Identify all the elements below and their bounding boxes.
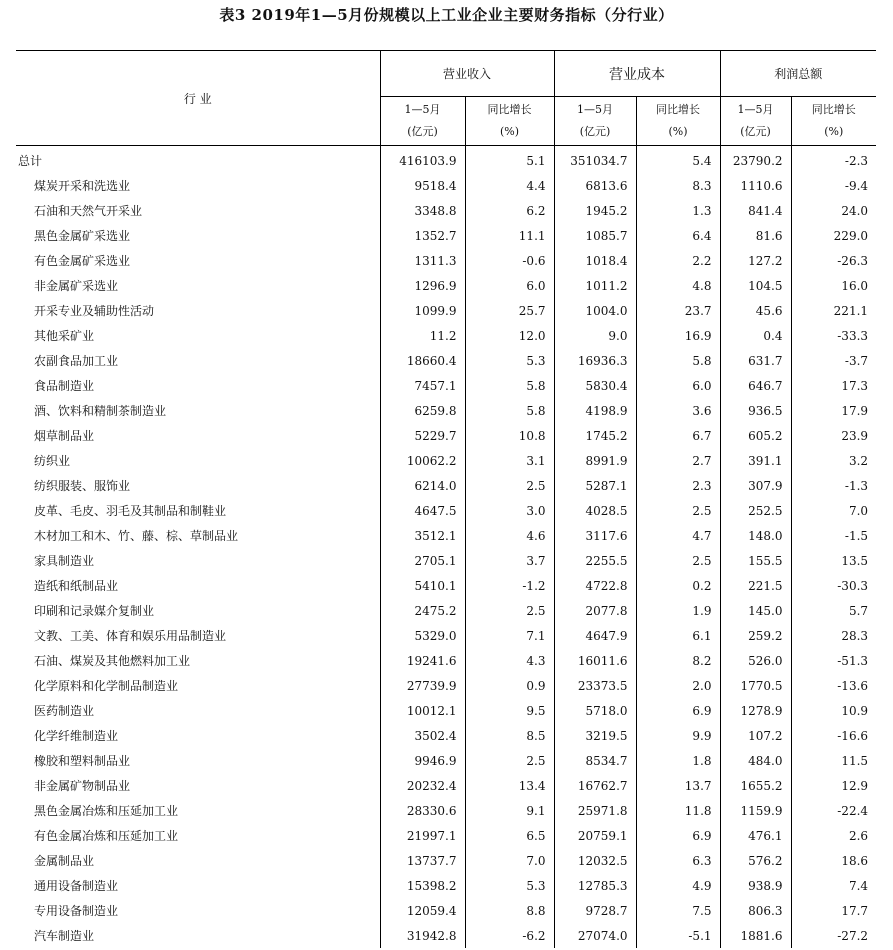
cost-ytd-cell: 1085.7 (554, 223, 636, 248)
revenue-period-header: 1—5月 (亿元) (380, 97, 465, 146)
profit-growth-cell: 13.5 (791, 548, 876, 573)
profit-growth-cell: 11.5 (791, 748, 876, 773)
industry-name-cell: 其他采矿业 (34, 329, 95, 343)
revenue-growth-cell: 4.4 (465, 173, 554, 198)
industry-name-cell: 汽车制造业 (34, 929, 95, 943)
cost-growth-cell: 23.7 (636, 298, 720, 323)
cost-ytd-cell: 23373.5 (554, 673, 636, 698)
cost-growth-cell: 6.7 (636, 423, 720, 448)
revenue-growth-cell: 25.7 (465, 298, 554, 323)
table-row (16, 673, 876, 698)
profit-growth-cell: 28.3 (791, 623, 876, 648)
revenue-ytd-cell: 1311.3 (380, 248, 465, 273)
revenue-ytd-cell: 2475.2 (380, 598, 465, 623)
profit-growth-cell: 23.9 (791, 423, 876, 448)
revenue-ytd-cell: 4647.5 (380, 498, 465, 523)
industry-name-cell: 烟草制品业 (34, 429, 95, 443)
profit-ytd-cell: 1881.6 (720, 923, 791, 948)
cost-ytd-cell: 9.0 (554, 323, 636, 348)
industry-name-cell: 纺织业 (34, 454, 71, 468)
profit-ytd-cell: 1770.5 (720, 673, 791, 698)
profit-growth-cell: -30.3 (791, 573, 876, 598)
industry-name-cell: 黑色金属矿采选业 (34, 229, 131, 243)
cost-growth-cell: 7.5 (636, 898, 720, 923)
revenue-growth-cell: -0.6 (465, 248, 554, 273)
industry-name-cell: 黑色金属冶炼和压延加工业 (34, 804, 179, 818)
profit-growth-cell: 229.0 (791, 223, 876, 248)
revenue-growth-cell: 10.8 (465, 423, 554, 448)
revenue-growth-cell: 3.0 (465, 498, 554, 523)
table-row (16, 298, 876, 323)
cost-growth-cell: 13.7 (636, 773, 720, 798)
cost-growth-cell: 16.9 (636, 323, 720, 348)
table-row (16, 198, 876, 223)
revenue-growth-cell: 6.2 (465, 198, 554, 223)
cost-ytd-cell: 2077.8 (554, 598, 636, 623)
revenue-ytd-cell: 1099.9 (380, 298, 465, 323)
industry-name-cell: 化学纤维制造业 (34, 729, 119, 743)
profit-ytd-cell: 23790.2 (720, 146, 791, 174)
profit-growth-cell: 16.0 (791, 273, 876, 298)
cost-ytd-cell: 16011.6 (554, 648, 636, 673)
industry-name-cell: 木材加工和木、竹、藤、棕、草制品业 (34, 529, 239, 543)
table-row (16, 473, 876, 498)
revenue-ytd-cell: 7457.1 (380, 373, 465, 398)
revenue-growth-cell: 3.1 (465, 448, 554, 473)
table-row (16, 398, 876, 423)
revenue-ytd-cell: 9518.4 (380, 173, 465, 198)
table-row (16, 623, 876, 648)
revenue-ytd-cell: 21997.1 (380, 823, 465, 848)
profit-ytd-cell: 938.9 (720, 873, 791, 898)
revenue-growth-cell: -1.2 (465, 573, 554, 598)
revenue-growth-cell: 4.6 (465, 523, 554, 548)
table-row (16, 548, 876, 573)
revenue-ytd-cell: 28330.6 (380, 798, 465, 823)
profit-ytd-cell: 1655.2 (720, 773, 791, 798)
revenue-ytd-cell: 18660.4 (380, 348, 465, 373)
industry-name-cell: 煤炭开采和洗选业 (34, 179, 131, 193)
revenue-growth-cell: 2.5 (465, 598, 554, 623)
profit-ytd-cell: 221.5 (720, 573, 791, 598)
profit-growth-cell: -13.6 (791, 673, 876, 698)
profit-growth-cell: 7.0 (791, 498, 876, 523)
table-title: 表3 2019年1—5月份规模以上工业企业主要财务指标（分行业） (219, 6, 674, 24)
cost-ytd-cell: 4198.9 (554, 398, 636, 423)
table-row (16, 898, 876, 923)
revenue-growth-cell: 7.0 (465, 848, 554, 873)
profit-growth-cell: -3.7 (791, 348, 876, 373)
profit-growth-cell: 5.7 (791, 598, 876, 623)
profit-ytd-cell: 307.9 (720, 473, 791, 498)
revenue-growth-cell: 4.3 (465, 648, 554, 673)
profit-ytd-cell: 631.7 (720, 348, 791, 373)
profit-ytd-cell: 484.0 (720, 748, 791, 773)
table-row (16, 448, 876, 473)
cost-growth-cell: 2.5 (636, 498, 720, 523)
profit-ytd-cell: 148.0 (720, 523, 791, 548)
profit-header: 利润总额 (720, 51, 876, 97)
cost-growth-cell: 0.2 (636, 573, 720, 598)
cost-ytd-cell: 1011.2 (554, 273, 636, 298)
industry-name-cell: 印刷和记录媒介复制业 (34, 604, 155, 618)
revenue-growth-cell: 5.8 (465, 398, 554, 423)
profit-ytd-cell: 806.3 (720, 898, 791, 923)
cost-ytd-cell: 27074.0 (554, 923, 636, 948)
profit-ytd-cell: 576.2 (720, 848, 791, 873)
cost-growth-cell: 1.8 (636, 748, 720, 773)
profit-growth-cell: -26.3 (791, 248, 876, 273)
cost-growth-cell: 4.8 (636, 273, 720, 298)
profit-ytd-cell: 155.5 (720, 548, 791, 573)
revenue-ytd-cell: 31942.8 (380, 923, 465, 948)
table-row (16, 146, 876, 174)
revenue-growth-cell: 6.0 (465, 273, 554, 298)
profit-growth-cell: -33.3 (791, 323, 876, 348)
table-row (16, 873, 876, 898)
profit-ytd-cell: 841.4 (720, 198, 791, 223)
cost-ytd-cell: 9728.7 (554, 898, 636, 923)
revenue-growth-cell: 11.1 (465, 223, 554, 248)
cost-ytd-cell: 1945.2 (554, 198, 636, 223)
profit-ytd-cell: 107.2 (720, 723, 791, 748)
cost-growth-cell: 5.8 (636, 348, 720, 373)
cost-ytd-cell: 5830.4 (554, 373, 636, 398)
cost-growth-cell: 6.9 (636, 698, 720, 723)
revenue-growth-cell: 9.5 (465, 698, 554, 723)
revenue-ytd-cell: 5329.0 (380, 623, 465, 648)
industry-name-cell: 非金属矿采选业 (34, 279, 119, 293)
profit-ytd-cell: 391.1 (720, 448, 791, 473)
industry-name-cell: 石油、煤炭及其他燃料加工业 (34, 654, 191, 668)
revenue-growth-cell: 0.9 (465, 673, 554, 698)
cost-ytd-cell: 351034.7 (554, 146, 636, 174)
revenue-ytd-cell: 5410.1 (380, 573, 465, 598)
industry-name-cell: 金属制品业 (34, 854, 95, 868)
cost-ytd-cell: 12032.5 (554, 848, 636, 873)
revenue-ytd-cell: 2705.1 (380, 548, 465, 573)
table-row (16, 373, 876, 398)
cost-growth-cell: 2.0 (636, 673, 720, 698)
cost-ytd-cell: 3219.5 (554, 723, 636, 748)
profit-growth-cell: 18.6 (791, 848, 876, 873)
table-row (16, 648, 876, 673)
revenue-ytd-cell: 12059.4 (380, 898, 465, 923)
table-row (16, 498, 876, 523)
cost-ytd-cell: 25971.8 (554, 798, 636, 823)
revenue-ytd-cell: 11.2 (380, 323, 465, 348)
table-row (16, 598, 876, 623)
profit-growth-cell: 221.1 (791, 298, 876, 323)
industry-name-cell: 农副食品加工业 (34, 354, 119, 368)
revenue-growth-cell: 9.1 (465, 798, 554, 823)
table-row (16, 273, 876, 298)
cost-ytd-cell: 8534.7 (554, 748, 636, 773)
revenue-header: 营业收入 (380, 51, 554, 97)
revenue-growth-cell: 2.5 (465, 473, 554, 498)
cost-growth-cell: 9.9 (636, 723, 720, 748)
revenue-ytd-cell: 19241.6 (380, 648, 465, 673)
cost-ytd-cell: 5718.0 (554, 698, 636, 723)
profit-ytd-cell: 145.0 (720, 598, 791, 623)
revenue-ytd-cell: 13737.7 (380, 848, 465, 873)
table-row (16, 573, 876, 598)
cost-ytd-cell: 4722.8 (554, 573, 636, 598)
industry-name-cell: 非金属矿物制品业 (34, 779, 131, 793)
table-row (16, 723, 876, 748)
profit-ytd-cell: 127.2 (720, 248, 791, 273)
cost-growth-cell: 6.1 (636, 623, 720, 648)
profit-growth-cell: -27.2 (791, 923, 876, 948)
cost-growth-cell: 8.2 (636, 648, 720, 673)
table-row (16, 698, 876, 723)
revenue-growth-header: 同比增长 (%) (465, 97, 554, 146)
revenue-growth-cell: 5.8 (465, 373, 554, 398)
table-row (16, 173, 876, 198)
cost-growth-cell: 2.7 (636, 448, 720, 473)
profit-growth-cell: 3.2 (791, 448, 876, 473)
cost-header: 营业成本 (554, 51, 720, 97)
industry-name-cell: 通用设备制造业 (34, 879, 119, 893)
cost-growth-cell: 2.2 (636, 248, 720, 273)
table-body (16, 146, 876, 949)
revenue-growth-cell: 3.7 (465, 548, 554, 573)
profit-growth-cell: -22.4 (791, 798, 876, 823)
cost-growth-cell: 6.9 (636, 823, 720, 848)
cost-ytd-cell: 8991.9 (554, 448, 636, 473)
cost-ytd-cell: 16936.3 (554, 348, 636, 373)
cost-ytd-cell: 16762.7 (554, 773, 636, 798)
table-row (16, 248, 876, 273)
cost-growth-cell: 4.9 (636, 873, 720, 898)
profit-ytd-cell: 104.5 (720, 273, 791, 298)
profit-ytd-cell: 259.2 (720, 623, 791, 648)
profit-growth-cell: 17.3 (791, 373, 876, 398)
profit-growth-cell: 7.4 (791, 873, 876, 898)
table-row (16, 823, 876, 848)
profit-ytd-cell: 45.6 (720, 298, 791, 323)
industry-name-cell: 有色金属冶炼和压延加工业 (34, 829, 179, 843)
industry-name-cell: 酒、饮料和精制茶制造业 (34, 404, 167, 418)
financial-indicators-table (16, 50, 876, 948)
cost-growth-cell: -5.1 (636, 923, 720, 948)
profit-growth-cell: 10.9 (791, 698, 876, 723)
cost-growth-cell: 6.4 (636, 223, 720, 248)
profit-ytd-cell: 1110.6 (720, 173, 791, 198)
revenue-growth-cell: 5.3 (465, 348, 554, 373)
profit-ytd-cell: 252.5 (720, 498, 791, 523)
revenue-growth-cell: 12.0 (465, 323, 554, 348)
profit-growth-cell: -2.3 (791, 146, 876, 174)
profit-ytd-cell: 1159.9 (720, 798, 791, 823)
profit-growth-cell: 17.7 (791, 898, 876, 923)
profit-ytd-cell: 0.4 (720, 323, 791, 348)
cost-growth-cell: 1.3 (636, 198, 720, 223)
profit-growth-cell: 2.6 (791, 823, 876, 848)
revenue-ytd-cell: 15398.2 (380, 873, 465, 898)
table-row (16, 748, 876, 773)
cost-period-header: 1—5月 (亿元) (554, 97, 636, 146)
revenue-ytd-cell: 5229.7 (380, 423, 465, 448)
revenue-growth-cell: 8.8 (465, 898, 554, 923)
revenue-ytd-cell: 10012.1 (380, 698, 465, 723)
profit-growth-cell: -1.3 (791, 473, 876, 498)
profit-ytd-cell: 1278.9 (720, 698, 791, 723)
industry-name-cell: 家具制造业 (34, 554, 95, 568)
cost-growth-cell: 11.8 (636, 798, 720, 823)
profit-ytd-cell: 646.7 (720, 373, 791, 398)
revenue-ytd-cell: 6214.0 (380, 473, 465, 498)
cost-growth-cell: 4.7 (636, 523, 720, 548)
industry-name-cell: 有色金属矿采选业 (34, 254, 131, 268)
table-row (16, 923, 876, 948)
cost-ytd-cell: 1004.0 (554, 298, 636, 323)
industry-name-cell: 化学原料和化学制品制造业 (34, 679, 179, 693)
industry-name-cell: 文教、工美、体育和娱乐用品制造业 (34, 629, 227, 643)
profit-growth-cell: -51.3 (791, 648, 876, 673)
industry-name-cell: 总计 (18, 154, 43, 168)
table-row (16, 523, 876, 548)
revenue-ytd-cell: 416103.9 (380, 146, 465, 174)
cost-growth-cell: 6.0 (636, 373, 720, 398)
revenue-ytd-cell: 10062.2 (380, 448, 465, 473)
industry-name-cell: 石油和天然气开采业 (34, 204, 143, 218)
profit-growth-header: 同比增长 (%) (791, 97, 876, 146)
industry-name-cell: 造纸和纸制品业 (34, 579, 119, 593)
revenue-growth-cell: 6.5 (465, 823, 554, 848)
cost-ytd-cell: 4647.9 (554, 623, 636, 648)
revenue-ytd-cell: 3512.1 (380, 523, 465, 548)
cost-ytd-cell: 20759.1 (554, 823, 636, 848)
cost-growth-header: 同比增长 (%) (636, 97, 720, 146)
profit-ytd-cell: 605.2 (720, 423, 791, 448)
industry-name-cell: 专用设备制造业 (34, 904, 119, 918)
revenue-ytd-cell: 3348.8 (380, 198, 465, 223)
cost-ytd-cell: 6813.6 (554, 173, 636, 198)
cost-ytd-cell: 2255.5 (554, 548, 636, 573)
profit-growth-cell: -16.6 (791, 723, 876, 748)
revenue-growth-cell: 8.5 (465, 723, 554, 748)
revenue-growth-cell: 2.5 (465, 748, 554, 773)
cost-growth-cell: 2.5 (636, 548, 720, 573)
table-row (16, 798, 876, 823)
industry-name-cell: 纺织服装、服饰业 (34, 479, 131, 493)
table-row (16, 773, 876, 798)
revenue-growth-cell: 5.1 (465, 146, 554, 174)
cost-growth-cell: 8.3 (636, 173, 720, 198)
table-row (16, 223, 876, 248)
revenue-ytd-cell: 6259.8 (380, 398, 465, 423)
revenue-ytd-cell: 9946.9 (380, 748, 465, 773)
table-row (16, 323, 876, 348)
industry-name-cell: 橡胶和塑料制品业 (34, 754, 131, 768)
cost-ytd-cell: 1018.4 (554, 248, 636, 273)
revenue-ytd-cell: 1296.9 (380, 273, 465, 298)
table-row (16, 848, 876, 873)
profit-ytd-cell: 81.6 (720, 223, 791, 248)
revenue-growth-cell: -6.2 (465, 923, 554, 948)
cost-growth-cell: 3.6 (636, 398, 720, 423)
industry-name-cell: 皮革、毛皮、羽毛及其制品和制鞋业 (34, 504, 227, 518)
profit-growth-cell: 12.9 (791, 773, 876, 798)
profit-growth-cell: -9.4 (791, 173, 876, 198)
revenue-ytd-cell: 20232.4 (380, 773, 465, 798)
profit-ytd-cell: 526.0 (720, 648, 791, 673)
profit-ytd-cell: 936.5 (720, 398, 791, 423)
cost-ytd-cell: 4028.5 (554, 498, 636, 523)
table-row (16, 348, 876, 373)
cost-growth-cell: 5.4 (636, 146, 720, 174)
revenue-growth-cell: 5.3 (465, 873, 554, 898)
cost-ytd-cell: 1745.2 (554, 423, 636, 448)
table-row (16, 423, 876, 448)
revenue-ytd-cell: 27739.9 (380, 673, 465, 698)
profit-ytd-cell: 476.1 (720, 823, 791, 848)
cost-ytd-cell: 5287.1 (554, 473, 636, 498)
cost-ytd-cell: 12785.3 (554, 873, 636, 898)
cost-growth-cell: 6.3 (636, 848, 720, 873)
industry-header: 行 业 (16, 51, 380, 146)
profit-growth-cell: -1.5 (791, 523, 876, 548)
cost-growth-cell: 2.3 (636, 473, 720, 498)
profit-growth-cell: 24.0 (791, 198, 876, 223)
profit-growth-cell: 17.9 (791, 398, 876, 423)
revenue-ytd-cell: 1352.7 (380, 223, 465, 248)
profit-period-header: 1—5月 (亿元) (720, 97, 791, 146)
cost-ytd-cell: 3117.6 (554, 523, 636, 548)
industry-name-cell: 开采专业及辅助性活动 (34, 304, 155, 318)
industry-name-cell: 食品制造业 (34, 379, 95, 393)
revenue-growth-cell: 13.4 (465, 773, 554, 798)
cost-growth-cell: 1.9 (636, 598, 720, 623)
revenue-growth-cell: 7.1 (465, 623, 554, 648)
revenue-ytd-cell: 3502.4 (380, 723, 465, 748)
industry-name-cell: 医药制造业 (34, 704, 95, 718)
